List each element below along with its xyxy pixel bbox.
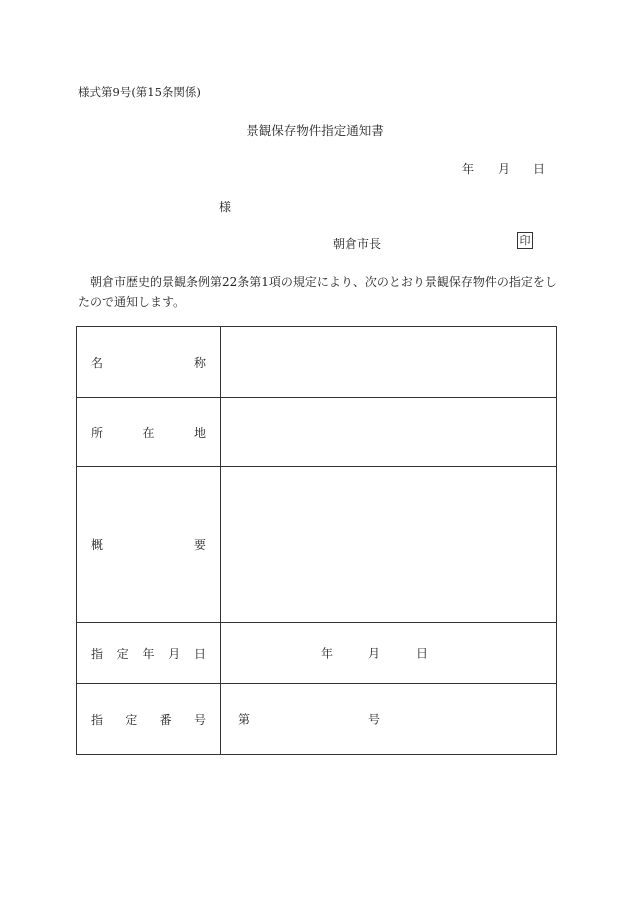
summary-value-cell[interactable] — [221, 467, 556, 622]
date-day-label: 日 — [533, 162, 546, 176]
date-month-label: 月 — [498, 162, 511, 176]
number-suffix-label: 号 — [368, 712, 381, 727]
designation-month-label: 月 — [368, 646, 381, 661]
seal-mark: 印 — [517, 232, 533, 249]
label-summary: 概 要 — [77, 467, 221, 622]
form-number: 様式第9号(第15条関係) — [78, 85, 201, 99]
number-prefix-label: 第 — [238, 712, 251, 727]
table-row-designation-number — [77, 683, 556, 754]
label-designation-date: 指 定 年 月 日 — [77, 623, 221, 683]
notice-body: 朝倉市歴史的景観条例第22条第1項の規定により、次のとおり景観保存物件の指定をしたので通知します。 — [78, 275, 557, 309]
issuer-name: 朝倉市長 — [333, 237, 382, 251]
document-title: 景観保存物件指定通知書 — [246, 123, 384, 138]
label-designation-number: 指 定 番 号 — [77, 684, 221, 754]
location-value-cell[interactable] — [221, 398, 556, 466]
designation-number-value-cell[interactable] — [221, 684, 556, 754]
date-year-label: 年 — [462, 162, 475, 176]
name-value-cell[interactable] — [221, 327, 556, 397]
table-row-summary — [77, 466, 556, 622]
designation-table — [76, 326, 557, 755]
designation-date-value-cell[interactable] — [221, 623, 556, 683]
designation-day-label: 日 — [416, 646, 429, 661]
label-location: 所 在 地 — [77, 398, 221, 466]
table-row-location — [77, 397, 556, 466]
designation-year-label: 年 — [321, 646, 334, 661]
table-row-designation-date — [77, 622, 556, 683]
addressee-honorific: 様 — [219, 200, 232, 214]
label-name: 名 称 — [77, 327, 221, 397]
table-row-name — [77, 327, 556, 397]
